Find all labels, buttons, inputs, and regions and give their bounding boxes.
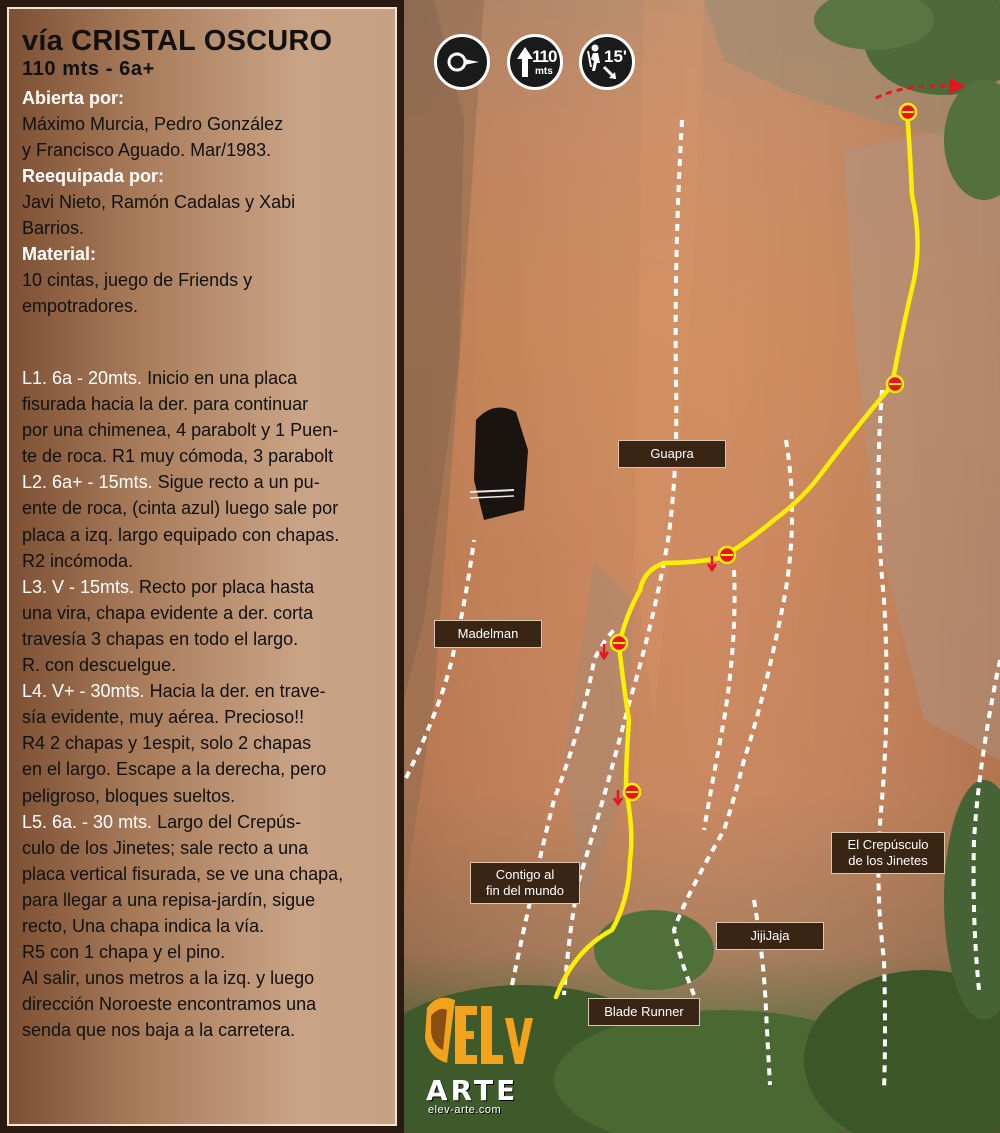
label-madelman: Madelman: [434, 620, 542, 648]
label-blade-runner: Blade Runner: [588, 998, 700, 1026]
height-value: 110: [532, 47, 557, 66]
opened-by-label: Abierta por:: [22, 88, 125, 108]
pitch-heading: L2. 6a+ - 15mts.: [22, 472, 153, 493]
opened-by-line: Máximo Murcia, Pedro González: [22, 114, 284, 134]
elev-arte-logo: [417, 988, 537, 1120]
material-line: empotradores.: [22, 296, 139, 316]
pitch-heading: L5. 6a. - 30 mts.: [22, 811, 153, 832]
pitch-heading: L3. V - 15mts.: [22, 576, 135, 597]
belay-4: [887, 376, 903, 392]
height-unit: mts: [535, 66, 553, 77]
label-contigo: Contigo al fin del mundo: [470, 862, 580, 904]
belay-5: [900, 104, 916, 120]
logo-url: elev-arte.com: [428, 1104, 502, 1116]
pitch-1: L1. 6a - 20mts. Inicio en una placa fisurada hacia la der. para continuar por una chimenea, 4 parabolt y 1 Puen- te de roca. R1 muy cómoda, 3 parabolt: [22, 368, 339, 467]
material-label: Material:: [22, 244, 97, 264]
route-info-panel: [7, 7, 397, 1126]
pitch-descriptions: [22, 365, 383, 1043]
label-jijijaja: JijiJaja: [716, 922, 824, 950]
route-title: vía CRISTAL OSCURO: [22, 25, 333, 57]
pitch-4: L4. V+ - 30mts. Hacia la der. en trave- sía evidente, muy aérea. Precioso!! R4 2 chapas y 1espit, solo 2 chapas en el largo. Escape a la derecha, pero peligroso, bloques sueltos.: [22, 681, 327, 806]
pitch-5: L5. 6a. - 30 mts. Largo del Crepús- culo de los Jinetes; sale recto a una placa vertical fisurada, se ve una chapa, para llegar a una repisa-jardín, sigue recto, Una chapa indica la vía. R5 con 1 chapa y el pino. Al salir, unos metros a la izq. y luego dirección Noroeste encontramos una senda que nos baja a la carretera.: [22, 811, 344, 1041]
opened-by-line: y Francisco Aguado. Mar/1983.: [22, 140, 272, 160]
approach-time: 15': [604, 47, 627, 66]
reequipped-by-line: Javi Nieto, Ramón Cadalas y Xabi: [22, 192, 296, 212]
material-line: 10 cintas, juego de Friends y: [22, 270, 253, 290]
orientation-compass-icon: [434, 34, 490, 90]
pitch-2: L2. 6a+ - 15mts. Sigue recto a un pu- ente de roca, (cinta azul) luego sale por placa a izq. largo equipado con chapas. R2 incómoda.: [22, 472, 340, 571]
reequipped-by-label: Reequipada por:: [22, 166, 165, 186]
reequipped-by-line: Barrios.: [22, 218, 85, 238]
route-length-grade: 110 mts - 6a+: [22, 58, 155, 80]
pitch-heading: L1. 6a - 20mts.: [22, 368, 143, 388]
label-guapra: Guapra: [618, 440, 726, 468]
route-height-badge: [507, 34, 563, 90]
topo-drawing: [404, 0, 1000, 1133]
cliff-photo: [404, 0, 1000, 1133]
approach-time-badge: [579, 34, 635, 90]
pitch-heading: L4. V+ - 30mts.: [22, 681, 145, 702]
belay-2: [611, 635, 627, 651]
pitch-3: L3. V - 15mts. Recto por placa hasta una vira, chapa evidente a der. corta travesía 3 chapas en todo el largo. R. con descuelgue.: [22, 576, 315, 676]
elev-logo-mark: [417, 988, 537, 1074]
belay-1: [624, 784, 640, 800]
label-crepusculo: El Crepúsculo de los Jinetes: [831, 832, 945, 874]
logo-wordmark: ARTE: [426, 1074, 519, 1107]
belay-3: [719, 547, 735, 563]
